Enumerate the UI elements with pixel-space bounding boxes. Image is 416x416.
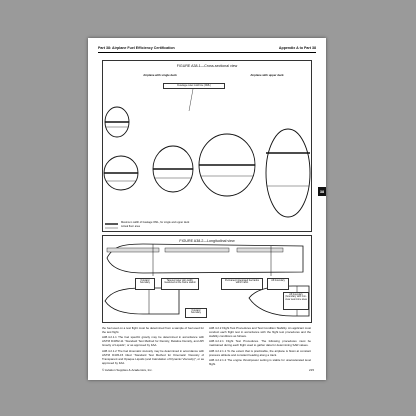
cross-section-drawing: [103, 61, 311, 231]
document-page: [88, 38, 326, 380]
legend-floor-area: Actual floor area: [121, 225, 140, 228]
callout-integrated-tanks: Permanent integrated fuel tanks within cabin: [221, 278, 263, 290]
paragraph: A38.4.2.1.1 The fuel specific gravity may be determined in accordance with ASTM D4052-11 “Standard Test Method for Density, Relative Density, and API Gravity of Liquids”, or as approved by FAA.: [102, 335, 204, 348]
legend-max-width: Maximum width of fuselage OML, for single and upper deck: [121, 221, 190, 224]
callout-aft-boundary-detail: Aft boundary (boundary with non-crew seat zone area: [283, 292, 309, 310]
paragraph: the fuel used on a test flight must be determined from a sample of fuel used for the test flight.: [102, 326, 204, 334]
oml-callout: Fuselage outer mold line (OML): [163, 83, 225, 89]
upper-deck-label: Airplane with upper deck: [250, 73, 284, 77]
body-column-right: [209, 326, 311, 367]
figure1-title: FIGURE A38-1—Cross-sectional view: [176, 64, 238, 68]
paragraph: A38.4.2.2 Flight Test Procedures and Test Condition Stability. An applicant must conduct each flight test in accordance with the flight test procedures and the stability conditions as follows.: [209, 326, 311, 338]
upper-deck-fuselage-section: [266, 129, 310, 217]
running-header-right: Appendix A to Part 38: [278, 46, 316, 50]
paragraph: A38.4.2.2.1.2 The engine thrust/power setting is stable for unaccelerated level flight.: [209, 357, 311, 366]
footer-copyright: © Aviation Supplies & Academics, Inc.: [102, 368, 153, 372]
running-header-left: Part 38: Airplane Fuel Efficiency Certification: [98, 46, 175, 50]
section-tab: 38: [318, 187, 326, 196]
header-rule: [98, 52, 316, 53]
paragraph: A38.4.2.1.2 The fuel kinematic viscosity may be determined in accordance with ASTM D445-15 titled “Standard Test Method for Kinematic Viscosity of Transparent and Opaque Liquids (and Calculation of Dynamic Viscosity)”, or as approved by FAA.: [102, 348, 204, 365]
body-column-left: [102, 326, 204, 366]
paragraph: A38.4.2.2.1 Flight Test Procedures. The following procedures must be maintained during each flight used to gather data for determining SAR values.: [209, 339, 311, 348]
paragraph: A38.4.2.2.1.1 To the extent that is practicable, the airplane is flown at constant pressure altitude and constant heading along a track.: [209, 348, 311, 357]
page-number: 215: [308, 368, 314, 372]
callout-aft-boundary: Aft boundary: [267, 278, 289, 290]
callout-forward-boundary: Forward boundary: [135, 278, 155, 290]
single-deck-label: Airplane with single deck: [143, 73, 177, 77]
figure-cross-section: [102, 60, 312, 232]
forward-fuselage-detail: [105, 288, 179, 314]
figure-longitudinal: [102, 235, 312, 323]
figure2-title: FIGURE A38-2—Longitudinal view: [179, 239, 235, 243]
callout-tapered-skin: Tapered outer skin width; measured at the frame station: [161, 278, 199, 290]
callout-forward-boundary-detail: Forward boundary: [185, 308, 207, 318]
